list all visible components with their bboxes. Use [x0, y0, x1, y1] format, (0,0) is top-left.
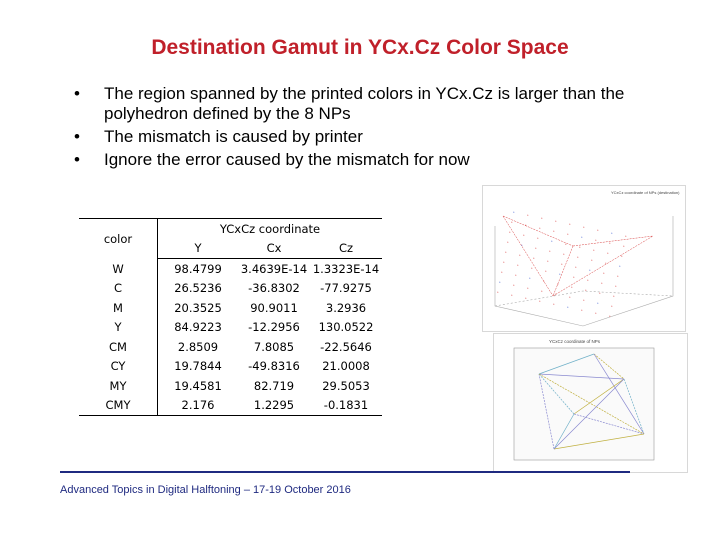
bullet-item	[70, 127, 670, 147]
scatter-marker: *	[523, 233, 525, 238]
y-cell: 98.4799	[174, 261, 222, 276]
color-cell: CY	[79, 357, 158, 377]
scatter-marker: *	[591, 258, 593, 263]
scatter-marker: *	[569, 222, 571, 227]
cz-cell: 29.5053	[322, 378, 370, 393]
y-column-header: Y	[158, 239, 239, 259]
bullet-list	[70, 84, 670, 173]
y-cell: 20.3525	[174, 300, 222, 315]
bullet-text: The mismatch is caused by printer	[104, 127, 363, 146]
scatter-marker: *	[599, 291, 601, 296]
scatter-marker: *	[553, 229, 555, 234]
scatter-marker: *	[561, 262, 563, 267]
scatter-marker: *	[519, 253, 521, 258]
scatter-marker: *	[619, 264, 621, 269]
cx-cell: 82.719	[253, 378, 295, 393]
scatter-marker: *	[581, 308, 583, 313]
scatter-marker: *	[567, 305, 569, 310]
gamut-edge	[503, 216, 553, 296]
scatter-marker: *	[527, 213, 529, 218]
coordinate-group-header: YCxCz coordinate	[158, 219, 383, 239]
table-row	[79, 259, 382, 279]
scatter-marker: *	[557, 282, 559, 287]
table-body	[79, 259, 382, 416]
scatter-marker: *	[581, 235, 583, 240]
y-cell: 2.8509	[177, 339, 219, 354]
figure-title: YCxCz coordinate of NPs	[549, 339, 601, 344]
table-row	[79, 396, 382, 416]
scatter-marker: *	[517, 263, 519, 268]
scatter-marker: *	[533, 256, 535, 261]
scatter-marker: *	[575, 265, 577, 270]
cz-cell: 21.0008	[322, 359, 370, 374]
scatter-marker: *	[505, 250, 507, 255]
cx-cell: 1.2295	[238, 396, 310, 416]
scatter-marker: *	[539, 226, 541, 231]
bullet-marker: •	[74, 127, 80, 146]
scatter-marker: *	[571, 285, 573, 290]
scatter-marker: *	[589, 268, 591, 273]
scatter-marker: *	[625, 234, 627, 239]
cx-column-header: Cx	[238, 239, 310, 259]
scatter-marker: *	[539, 299, 541, 304]
scatter-marker: *	[549, 249, 551, 254]
figure-title: YCxCz coordinate of NPs (destination)	[611, 190, 680, 195]
cz-cell: -77.9275	[320, 281, 372, 296]
scatter-marker: *	[611, 304, 613, 309]
scatter-marker: *	[511, 293, 513, 298]
bullet-text: The region spanned by the printed colors in YCx.Cz is larger than the polyhedron defined by the 8 NPs	[104, 84, 625, 123]
cz-column-header: Cz	[310, 239, 382, 259]
scatter-marker: *	[583, 225, 585, 230]
scatter-marker: *	[525, 296, 527, 301]
scatter-marker: *	[551, 239, 553, 244]
scatter-marker: *	[545, 269, 547, 274]
scatter-marker: *	[615, 284, 617, 289]
scatter-marker: *	[515, 273, 517, 278]
footer-text: Advanced Topics in Digital Halftoning – 17-19 October 2016	[60, 484, 351, 496]
color-cell: CM	[79, 337, 158, 357]
cx-cell: -36.8302	[248, 281, 300, 296]
y-cell: 84.9223	[174, 320, 222, 335]
scatter-marker: *	[601, 281, 603, 286]
scatter-marker: *	[569, 295, 571, 300]
scatter-marker: *	[585, 288, 587, 293]
scatter-marker: *	[497, 290, 499, 295]
scatter-marker: *	[611, 231, 613, 236]
color-cell: Y	[79, 318, 158, 338]
scatter-marker: *	[593, 248, 595, 253]
color-cell: M	[79, 298, 158, 318]
y-cell: 19.4581	[174, 378, 222, 393]
cx-cell: -49.8316	[248, 359, 300, 374]
scatter-marker: *	[579, 245, 581, 250]
table-row	[79, 337, 382, 357]
gamut-edge	[553, 236, 653, 296]
bullet-item	[70, 84, 670, 124]
scatter-marker: *	[527, 286, 529, 291]
scatter-marker: *	[513, 283, 515, 288]
cz-cell: -0.1831	[310, 396, 382, 416]
gamut-edge	[503, 216, 573, 246]
scatter-marker: *	[583, 298, 585, 303]
bullet-marker: •	[74, 84, 80, 103]
scatter-marker: *	[521, 243, 523, 248]
scatter-marker: *	[623, 244, 625, 249]
bullet-item	[70, 150, 670, 170]
cz-cell: 130.0522	[318, 320, 374, 335]
scatter-marker: *	[537, 236, 539, 241]
color-cell: W	[79, 259, 158, 279]
y-cell: 2.176	[158, 396, 239, 416]
scatter-marker: *	[609, 241, 611, 246]
scatter-marker: *	[529, 276, 531, 281]
scatter-marker: *	[567, 232, 569, 237]
scatter-marker: *	[511, 220, 513, 225]
gamut-2d-plot-figure	[493, 333, 688, 473]
table-row	[79, 279, 382, 299]
table-header-row	[79, 219, 382, 239]
scatter-marker: *	[555, 219, 557, 224]
scatter-markers	[497, 210, 653, 319]
scatter-marker: *	[565, 242, 567, 247]
color-column-header: color	[79, 219, 158, 259]
color-cell: CMY	[79, 396, 158, 416]
gamut-2d-plot	[494, 334, 687, 472]
scatter-marker: *	[541, 216, 543, 221]
scatter-marker: *	[597, 301, 599, 306]
scatter-marker: *	[541, 289, 543, 294]
gamut-3d-plot	[483, 186, 685, 331]
scatter-marker: *	[501, 270, 503, 275]
scatter-marker: *	[621, 254, 623, 259]
scatter-marker: *	[547, 259, 549, 264]
scatter-marker: *	[613, 294, 615, 299]
scatter-marker: *	[587, 278, 589, 283]
scatter-marker: *	[535, 246, 537, 251]
cz-cell: 1.3323E-14	[312, 261, 380, 276]
color-cell: MY	[79, 376, 158, 396]
gamut-3d-plot-figure	[482, 185, 686, 332]
scatter-marker: *	[503, 260, 505, 265]
bullet-text: Ignore the error caused by the mismatch for now	[104, 150, 470, 169]
scatter-marker: *	[507, 240, 509, 245]
y-cell: 26.5236	[174, 281, 222, 296]
cz-cell: -22.5646	[320, 339, 372, 354]
table-row	[79, 318, 382, 338]
scatter-marker: *	[543, 279, 545, 284]
color-cell: C	[79, 279, 158, 299]
scatter-marker	[555, 292, 557, 297]
scatter-marker: *	[559, 272, 561, 277]
gamut-edge	[573, 236, 653, 246]
scatter-marker: *	[617, 274, 619, 279]
plot-axis-frame	[495, 216, 673, 326]
cx-cell: 7.8085	[253, 339, 295, 354]
scatter-marker: *	[597, 228, 599, 233]
scatter-marker: *	[509, 230, 511, 235]
scatter-marker: *	[499, 280, 501, 285]
scatter-marker: *	[531, 266, 533, 271]
footer-divider	[60, 471, 630, 473]
scatter-marker: *	[573, 275, 575, 280]
y-cell: 19.7844	[174, 359, 222, 374]
bullet-marker: •	[74, 150, 80, 169]
plot-area	[514, 348, 654, 460]
table-row	[79, 298, 382, 318]
cx-cell: -12.2956	[248, 320, 300, 335]
cx-cell: 90.9011	[250, 300, 298, 315]
scatter-marker: *	[605, 261, 607, 266]
scatter-marker: *	[513, 210, 515, 215]
scatter-marker: *	[603, 271, 605, 276]
scatter-marker: *	[563, 252, 565, 257]
scatter-marker: *	[595, 238, 597, 243]
table-row	[79, 357, 382, 377]
cz-cell: 3.2936	[325, 300, 367, 315]
scatter-marker: *	[577, 255, 579, 260]
scatter-marker: *	[609, 314, 611, 319]
slide-title: Destination Gamut in YCx.Cz Color Space	[151, 36, 569, 59]
scatter-marker: *	[607, 251, 609, 256]
coordinate-table	[79, 218, 382, 416]
cx-cell: 3.4639E-14	[240, 261, 308, 276]
table-row	[79, 376, 382, 396]
scatter-marker: *	[553, 302, 555, 307]
scatter-marker: *	[595, 311, 597, 316]
